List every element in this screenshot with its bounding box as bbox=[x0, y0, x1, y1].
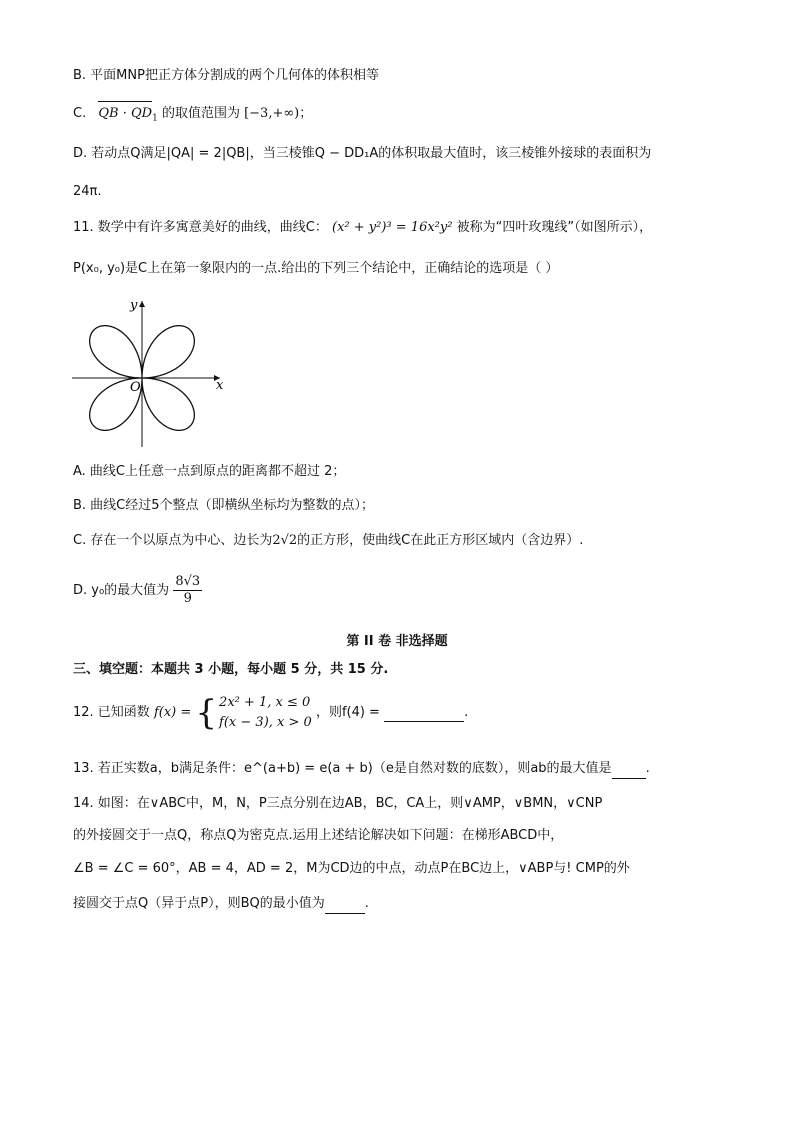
q10-option-d: D. 若动点Q满足|QA| = 2|QB|，当三棱锥Q − DD₁A的体积取最大值时，该三棱锥外接球的表面积为 bbox=[73, 146, 652, 161]
x-axis-label: x bbox=[216, 378, 224, 393]
four-leaf-rose-figure bbox=[70, 295, 230, 450]
q10-c-sub: 1 bbox=[152, 113, 158, 124]
q10-c-vector-expr: QB · QD bbox=[98, 104, 152, 124]
q11-d-denominator: 9 bbox=[183, 591, 192, 606]
q11-c-value: 2√2 bbox=[272, 533, 298, 548]
q11-option-d bbox=[73, 573, 202, 609]
y-axis-label: y bbox=[130, 298, 138, 313]
q12-prefix: 12. 已知函数 bbox=[73, 705, 150, 720]
q10-c-text: 的取值范围为 bbox=[161, 106, 240, 121]
q10-option-c bbox=[73, 104, 312, 129]
q12-cases bbox=[219, 693, 312, 733]
q13-end: . bbox=[645, 761, 650, 776]
q11-d-text: D. y₀的最大值为 bbox=[73, 583, 170, 598]
q12-suffix: ，则f(4) = bbox=[315, 705, 380, 720]
q11-d-fraction bbox=[173, 574, 202, 607]
q11-option-c bbox=[73, 531, 583, 551]
q12-answer-blank[interactable] bbox=[384, 703, 464, 722]
q11-stem-line2: P(x₀, y₀)是C上在第一象限内的一点.给出的下列三个结论中，正确结论的选项是（ ） bbox=[73, 261, 559, 276]
q10-c-end: ； bbox=[299, 106, 313, 121]
q13-text: 13. 若正实数a，b满足条件：e^(a+b) = e(a + b)（e是自然对数的底数），则ab的最大值是 bbox=[73, 761, 612, 776]
q10-option-b: B. 平面MNP把正方体分割成的两个几何体的体积相等 bbox=[73, 68, 379, 83]
q13-answer-blank[interactable] bbox=[612, 762, 646, 779]
q12-fx: f(x) = bbox=[153, 705, 192, 720]
q11-d-numerator: 8√3 bbox=[175, 574, 201, 589]
q11-c-text-b: 的正方形，使曲线C在此正方形区域内（含边界）. bbox=[297, 533, 584, 548]
q10-c-range: [−3,+∞) bbox=[244, 106, 300, 121]
q14-line4 bbox=[73, 894, 369, 914]
q14-line1: 14. 如图：在∨ABC中，M，N，P三点分别在边AB，BC，CA上，则∨AMP，∨BMN，∨CNP bbox=[73, 796, 603, 811]
q12-case-1: 2x² + 1, x ≤ 0 bbox=[219, 694, 311, 710]
q14-line2: 的外接圆交于一点Q，称点Q为密克点.运用上述结论解决如下问题：在梯形ABCD中， bbox=[73, 828, 564, 843]
q12: 12. 已知函数 f(x) = { 2x² + 1, x ≤ 0 f(x − 3), x > 0 ，则f(4) = . bbox=[73, 692, 469, 733]
q10-c-label: C. bbox=[73, 106, 87, 121]
q11-option-a: A. 曲线C上任意一点到原点的距离都不超过 2； bbox=[73, 464, 346, 479]
q10-option-d-cont: 24π. bbox=[73, 184, 102, 199]
q13 bbox=[73, 759, 650, 779]
q12-brace: { bbox=[195, 692, 218, 733]
section3-heading: 三、填空题：本题共 3 小题，每小题 5 分，共 15 分. bbox=[73, 662, 389, 677]
q11-stem-b: 被称为“四叶玫瑰线”（如图所示）， bbox=[456, 220, 653, 235]
q11-c-text-a: C. 存在一个以原点为中心、边长为 bbox=[73, 533, 273, 548]
part2-title: 第 II 卷 非选择题 bbox=[346, 634, 448, 649]
q14-line3: ∠B = ∠C = 60°，AB = 4，AD = 2，M为CD边的中点，动点P在BC边上，∨ABP与! CMP的外 bbox=[73, 861, 630, 876]
q12-piecewise bbox=[195, 693, 311, 733]
q11-stem-a: 11. 数学中有许多寓意美好的曲线，曲线C： bbox=[73, 220, 328, 235]
origin-label: O bbox=[130, 380, 141, 395]
q11-option-b: B. 曲线C经过5个整点（即横纵坐标均为整数的点）； bbox=[73, 498, 375, 513]
q11-equation: (x² + y²)³ = 16x²y² bbox=[332, 220, 453, 235]
q12-case-2: f(x − 3), x > 0 bbox=[219, 714, 312, 730]
q14-line4-text: 接圆交于点Q（异于点P），则BQ的最小值为 bbox=[73, 896, 325, 911]
q14-end: . bbox=[364, 896, 369, 911]
q14-answer-blank[interactable] bbox=[325, 897, 365, 914]
q11-stem-line1 bbox=[73, 218, 652, 238]
